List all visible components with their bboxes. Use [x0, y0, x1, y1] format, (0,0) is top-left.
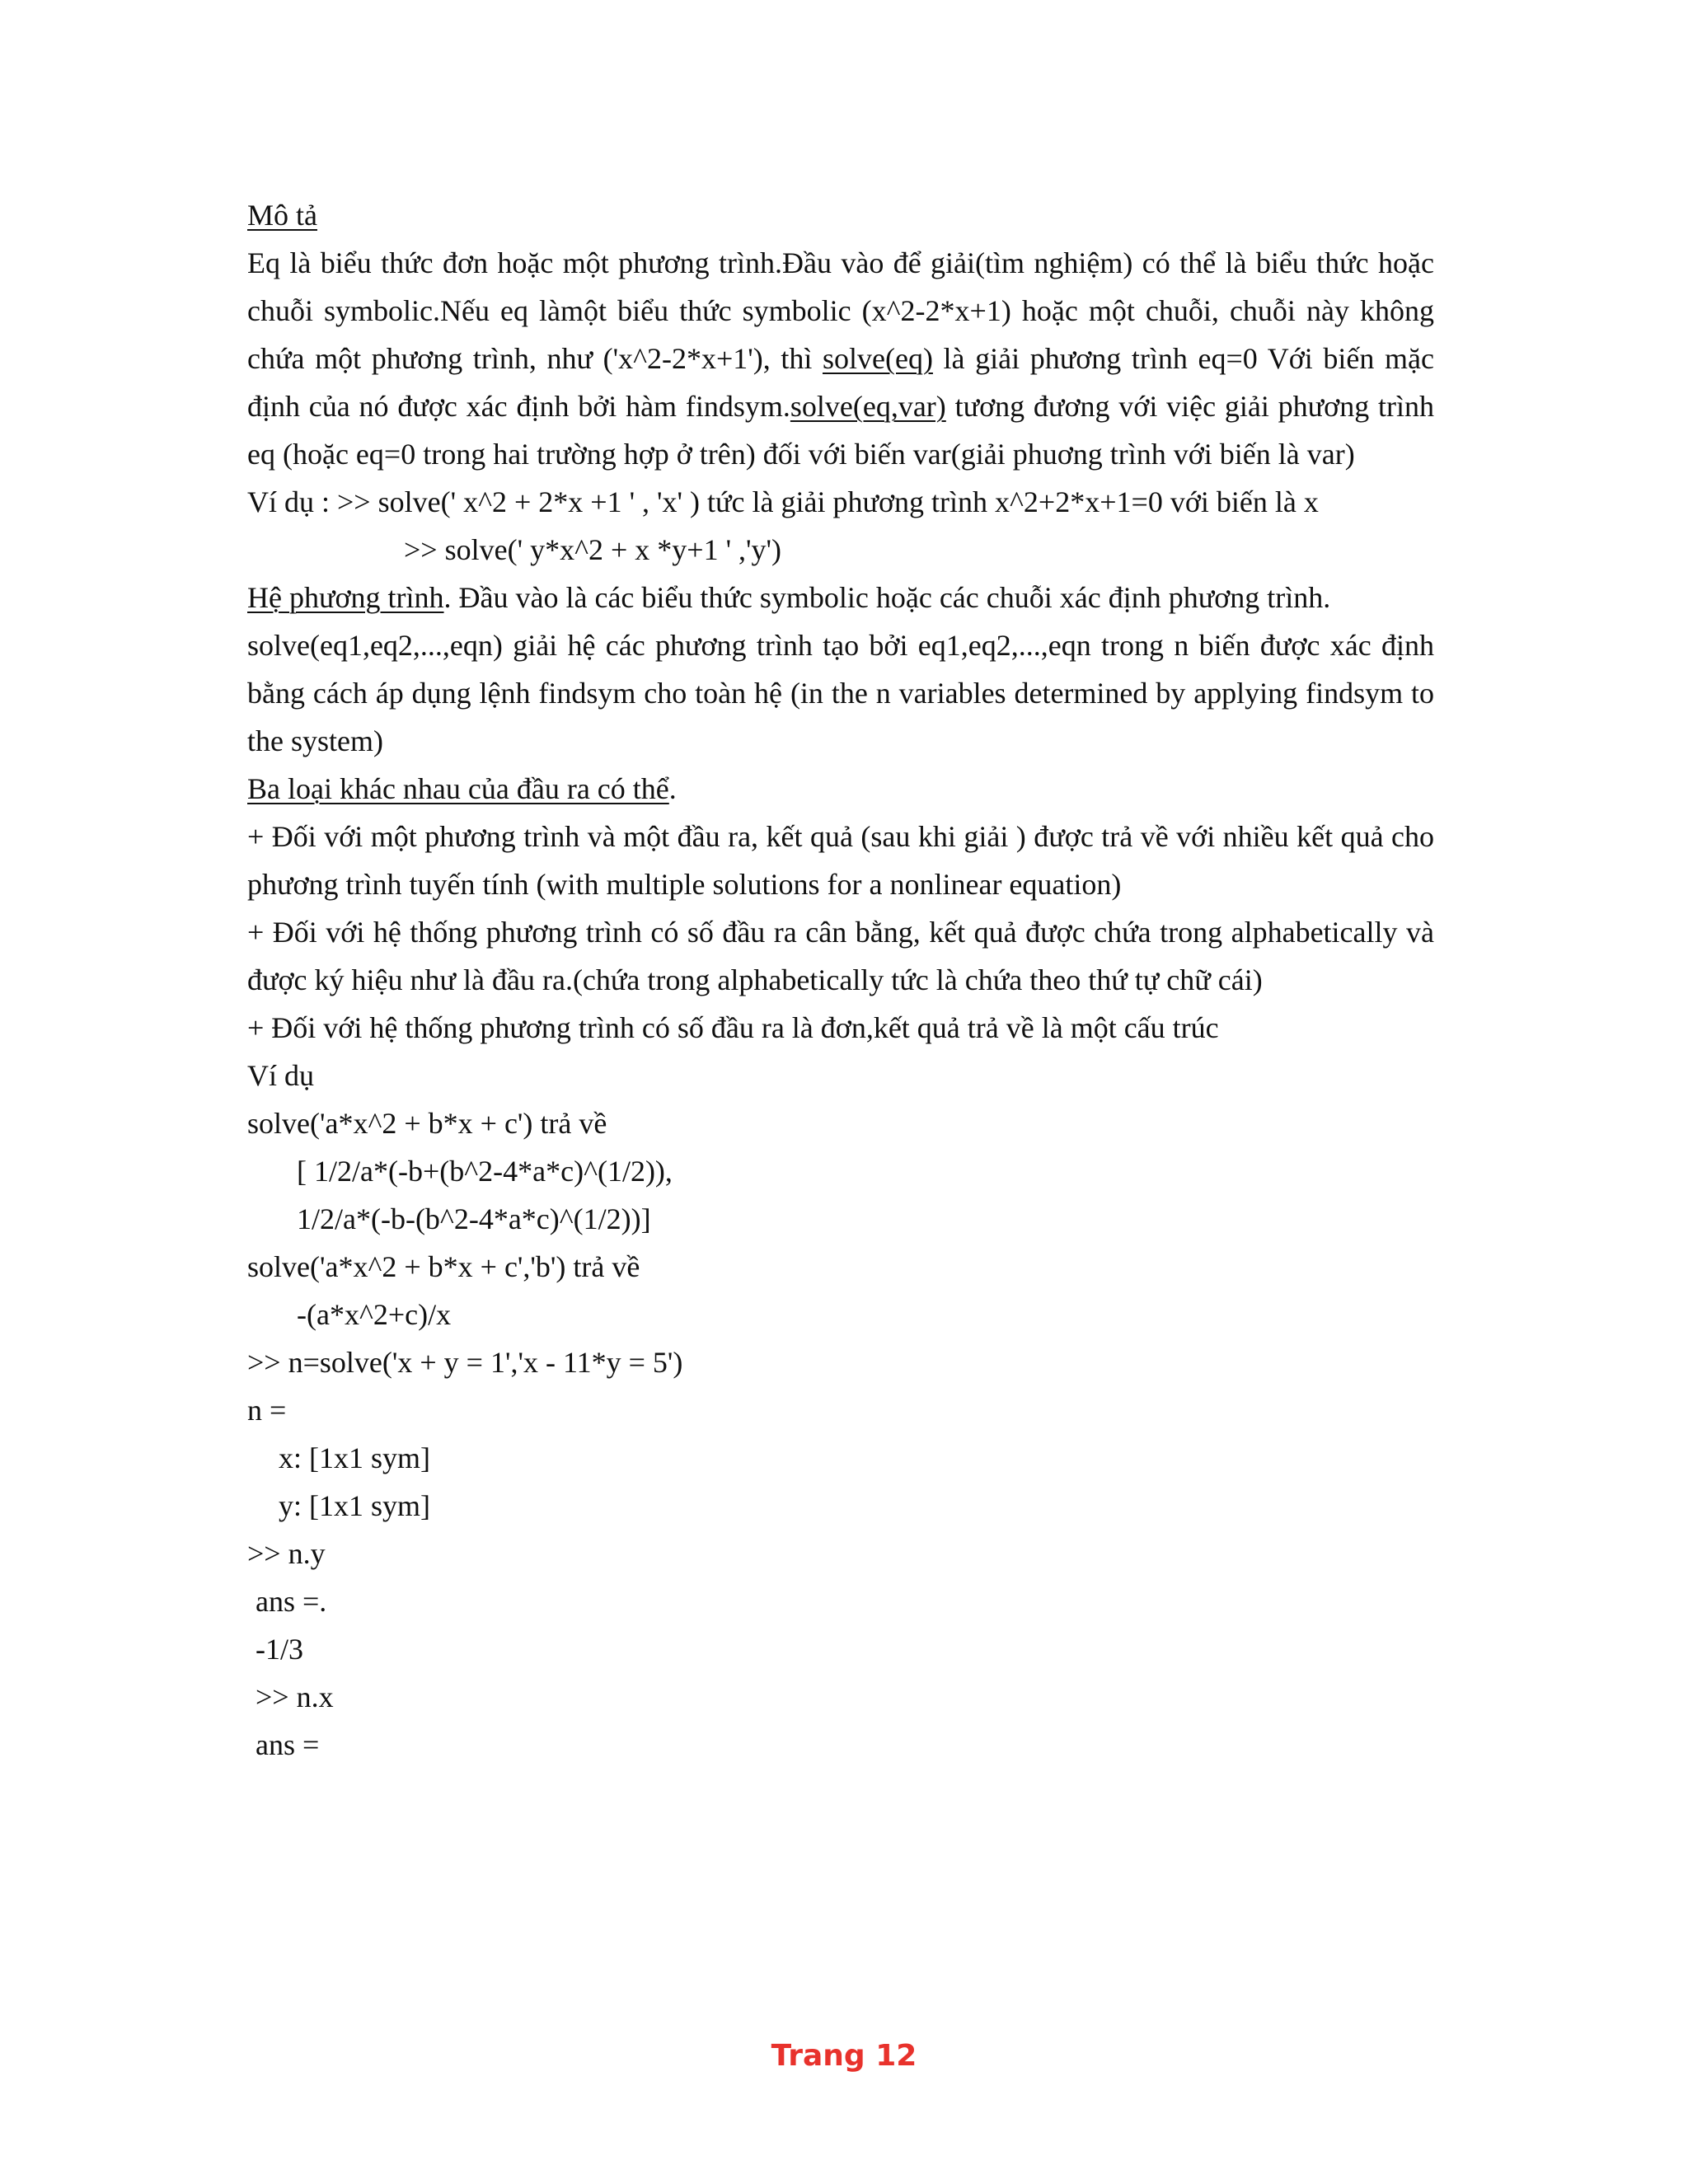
- paragraph-solve-system: solve(eq1,eq2,...,eqn) giải hệ các phương trình tạo bởi eq1,eq2,...,eqn trong n biến được xác định bằng cách áp dụng lệnh findsym cho toàn hệ (in the n variables determined by applying findsym to the system): [247, 629, 1434, 757]
- code-line: >> n=solve('x + y = 1','x - 11*y = 5'): [247, 1346, 683, 1379]
- example-2: >> solve(' y*x^2 + x *y+1 ' ,'y'): [404, 533, 782, 566]
- page-content: [247, 191, 1434, 1769]
- code-line: ans =: [256, 1728, 320, 1761]
- bullet-1: + Đối với một phương trình và một đầu ra, kết quả (sau khi giải ) được trả về với nhiều kết quả cho phương trình tuyến tính (with multiple solutions for a nonlinear equation): [247, 820, 1434, 901]
- code-line: -1/3: [256, 1633, 303, 1666]
- heading-vi-du: Ví dụ: [247, 1059, 314, 1092]
- code-line: ans =.: [256, 1585, 327, 1618]
- page-number: Trang 12: [771, 2039, 917, 2073]
- heading-output-types: Ba loại khác nhau của đầu ra có thể.: [247, 772, 677, 805]
- solve-eq-term: solve(eq): [822, 342, 933, 375]
- code-line: >> n.y: [247, 1537, 326, 1570]
- code-line: solve('a*x^2 + b*x + c') trả về: [247, 1107, 607, 1140]
- code-line: x: [1x1 sym]: [279, 1441, 430, 1474]
- code-line: 1/2/a*(-b-(b^2-4*a*c)^(1/2))]: [297, 1202, 651, 1235]
- code-line: [ 1/2/a*(-b+(b^2-4*a*c)^(1/2)),: [297, 1155, 673, 1188]
- code-line: -(a*x^2+c)/x: [297, 1298, 452, 1331]
- code-line: n =: [247, 1394, 287, 1427]
- paragraph-system: Hệ phương trình. Đầu vào là các biểu thức symbolic hoặc các chuỗi xác định phương trình.: [247, 581, 1331, 614]
- heading-he-phuong-trinh: Hệ phương trình: [247, 581, 444, 614]
- code-line: y: [1x1 sym]: [279, 1489, 430, 1522]
- example-1: Ví dụ : >> solve(' x^2 + 2*x +1 ' , 'x' ) tức là giải phương trình x^2+2*x+1=0 với biến là x: [247, 485, 1319, 518]
- code-line: solve('a*x^2 + b*x + c','b') trả về: [247, 1250, 640, 1283]
- bullet-2: + Đối với hệ thống phương trình có số đầu ra cân bằng, kết quả được chứa trong alphabetically và được ký hiệu như là đầu ra.(chứa trong alphabetically tức là chứa theo thứ tự chữ cái): [247, 916, 1434, 996]
- heading-mo-ta: Mô tả: [247, 199, 317, 232]
- code-line: >> n.x: [256, 1680, 334, 1713]
- paragraph-description: Eq là biểu thức đơn hoặc một phương trình.Đầu vào để giải(tìm nghiệm) có thể là biểu thức hoặc chuỗi symbolic.Nếu eq làmột biểu thức symbolic (x^2-2*x+1) hoặc một chuỗi, chuỗi này không chứa một phương trình, như ('x^2-2*x+1'), thì solve(eq) là giải phương trình eq=0 Với biến mặc định của nó được xác định bởi hàm findsym.solve(eq,var) tương đương với việc giải phương trình eq (hoặc eq=0 trong hai trường hợp ở trên) đối với biến var(giải phuơng trình với biến là var): [247, 246, 1434, 471]
- solve-eq-var-term: solve(eq,var): [790, 390, 946, 423]
- bullet-3: + Đối với hệ thống phương trình có số đầu ra là đơn,kết quả trả về là một cấu trúc: [247, 1011, 1219, 1044]
